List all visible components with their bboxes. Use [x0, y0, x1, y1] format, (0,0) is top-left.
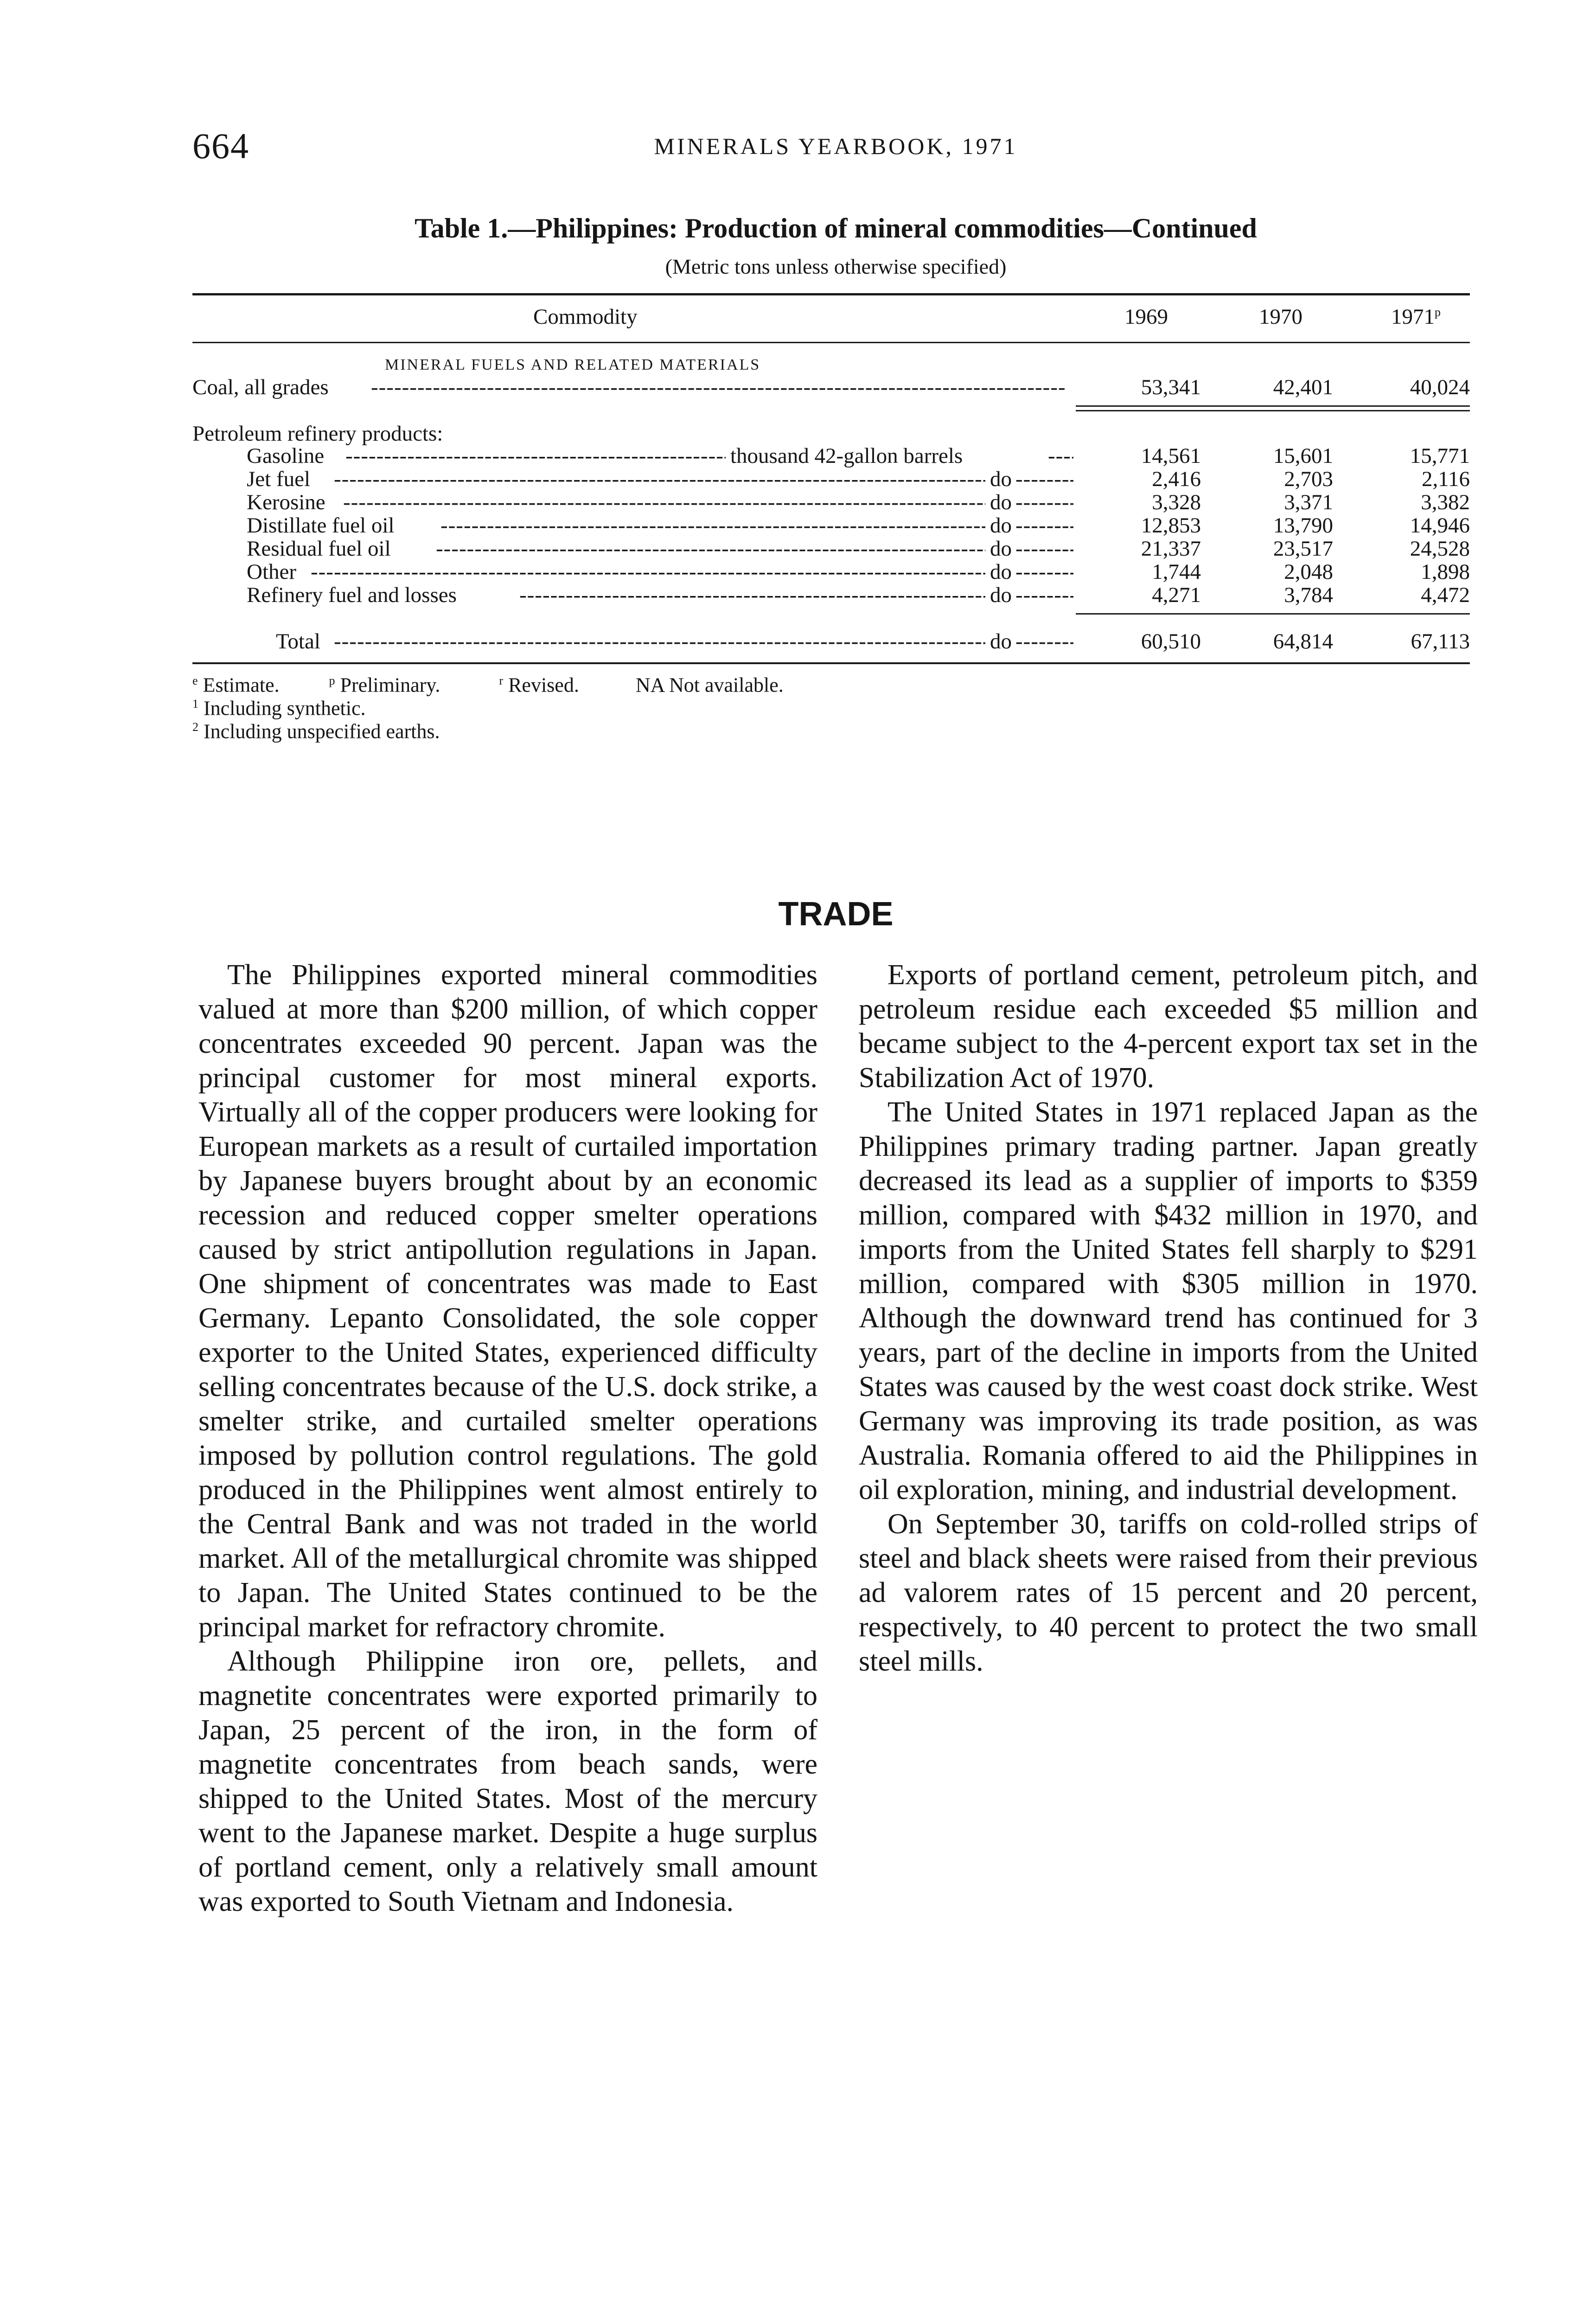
row-leader	[334, 468, 985, 490]
row-1970: 15,601	[1273, 444, 1333, 468]
running-head: MINERALS YEARBOOK, 1971	[654, 133, 1018, 159]
row-1969: 21,337	[1141, 537, 1201, 561]
body-column-right	[859, 958, 1478, 1678]
row-leader	[440, 515, 985, 537]
table-top-rule	[192, 293, 1470, 295]
coal-double-rule-top	[1076, 405, 1470, 407]
coal-1970: 42,401	[1273, 375, 1333, 399]
table-bottom-rule	[192, 662, 1470, 664]
row-1971: 15,771	[1410, 444, 1470, 468]
total-1970: 64,814	[1273, 629, 1333, 653]
row-unit-leader	[1015, 492, 1073, 513]
row-leader	[345, 445, 726, 467]
body-column-left	[198, 958, 817, 1919]
col-header-1970: 1970	[1259, 305, 1302, 329]
row-unit: do	[990, 490, 1012, 514]
coal-leader	[371, 377, 1066, 398]
paragraph-4: The United States in 1971 replaced Japan as the Philippines primary trading partner. Japan greatly decreased its lead as a supplier of imports to $359 million, compared with $432 million in 1970, and imports from the United States fell sharply to $291 million, compared with $305 million in 1970. Although the downward trend has continued for 3 years, part of the decline in imports from the United States was caused by the west coast dock strike. West Germany was improving its trade position, as was Australia. Romania offered to aid the Philippines in oil exploration, mining, and industrial development.	[859, 1096, 1478, 1505]
paragraph-5: On September 30, tariffs on cold-rolled strips of steel and black sheets were raised from their previous ad valorem rates of 15 percent and 20 percent, respectively, to 40 percent to protect the two small steel mills.	[859, 1508, 1478, 1677]
row-1971: 14,946	[1410, 513, 1470, 538]
coal-double-rule-bottom	[1076, 410, 1470, 411]
row-leader	[311, 561, 985, 583]
row-unit: do	[990, 537, 1012, 561]
row-label: Gasoline	[247, 444, 325, 468]
total-rule	[1076, 613, 1470, 615]
petroleum-heading: Petroleum refinery products:	[192, 422, 443, 446]
row-leader	[519, 584, 985, 606]
coal-1969: 53,341	[1141, 375, 1201, 399]
row-1970: 13,790	[1273, 513, 1333, 538]
section-label: MINERAL FUELS AND RELATED MATERIALS	[385, 356, 761, 373]
row-unit: do	[990, 467, 1012, 491]
row-1971: 24,528	[1410, 537, 1470, 561]
row-1969: 12,853	[1141, 513, 1201, 538]
row-1970: 23,517	[1273, 537, 1333, 561]
col-header-1971-year: 1971	[1391, 305, 1435, 329]
row-1970: 3,371	[1284, 490, 1333, 514]
coal-label: Coal, all grades	[192, 375, 329, 399]
section-heading: TRADE	[778, 896, 894, 933]
page-header	[192, 125, 1479, 172]
row-unit: do	[990, 583, 1012, 607]
page-number: 664	[192, 126, 249, 166]
table-subtitle: (Metric tons unless otherwise specified)	[665, 255, 1007, 278]
preliminary-note: Preliminary.	[340, 673, 440, 697]
footnote-legend	[192, 675, 784, 696]
row-label: Jet fuel	[247, 467, 311, 491]
estimate-note: Estimate.	[203, 673, 280, 697]
preliminary-mark: p	[1435, 305, 1441, 319]
paragraph-3: Exports of portland cement, petroleum pitch, and petroleum residue each exceeded $5 million and became subject to the 4-percent export tax set in the Stabilization Act of 1970.	[859, 959, 1478, 1094]
total-1971: 67,113	[1411, 629, 1470, 653]
row-1971: 3,382	[1421, 490, 1470, 514]
row-1969: 1,744	[1152, 560, 1201, 584]
row-label: Residual fuel oil	[247, 537, 391, 561]
total-1969: 60,510	[1141, 629, 1201, 653]
footnote-2-text: Including unspecified earths.	[204, 720, 440, 743]
footnote-1-mark: 1	[192, 697, 198, 711]
total-leader	[334, 631, 985, 653]
row-1971: 1,898	[1421, 560, 1470, 584]
revised-note: Revised.	[508, 673, 579, 697]
row-unit-leader	[1015, 538, 1073, 560]
row-unit-leader	[1048, 445, 1073, 467]
footnote-1	[192, 698, 366, 719]
footnote-2-mark: 2	[192, 720, 198, 734]
revised-mark: r	[499, 674, 504, 687]
table-title: Table 1.—Philippines: Production of mineral commodities—Continued	[415, 213, 1257, 243]
col-header-1971	[1391, 306, 1441, 328]
coal-1971: 40,024	[1410, 375, 1470, 399]
preliminary-note-mark: p	[329, 674, 335, 687]
total-label: Total	[276, 629, 320, 653]
row-1971: 2,116	[1421, 467, 1470, 491]
row-label: Refinery fuel and losses	[247, 583, 457, 607]
row-unit-leader	[1015, 468, 1073, 490]
total-unit-leader	[1015, 631, 1073, 653]
row-1969: 2,416	[1152, 467, 1201, 491]
row-unit-leader	[1015, 561, 1073, 583]
row-unit: do	[990, 560, 1012, 584]
row-leader	[436, 538, 985, 560]
table-header-rule	[192, 342, 1470, 343]
footnote-2	[192, 721, 440, 742]
row-1971: 4,472	[1421, 583, 1470, 607]
row-1969: 4,271	[1152, 583, 1201, 607]
paragraph-2: Although Philippine iron ore, pellets, and magnetite concentrates were exported primarily to Japan, 25 percent of the iron, in the form of magnetite concentrates from beach sands, were shipped to the United States. Most of the mercury went to the Japanese market. Despite a huge surplus of portland cement, only a relatively small amount was exported to South Vietnam and Indonesia.	[198, 1646, 817, 1917]
row-1970: 3,784	[1284, 583, 1333, 607]
estimate-mark: e	[192, 674, 198, 687]
paragraph-1: The Philippines exported mineral commodities valued at more than $200 million, of which copper concentrates exceeded 90 percent. Japan was the principal customer for most mineral exports. Virtually all of the copper producers were looking for European markets as a result of curtailed importation by Japanese buyers brought about by an economic recession and reduced copper smelter operations caused by strict antipollution regulations in Japan. One shipment of concentrates was made to East Germany. Lepanto Consolidated, the sole copper exporter to the United States, experienced difficulty selling concentrates because of the U.S. dock strike, a smelter strike, and curtailed smelter operations imposed by pollution control regulations. The gold produced in the Philippines went almost entirely to the Central Bank and was not traded in the world market. All of the metallurgical chromite was shipped to Japan. The United States continued to be the principal market for refractory chromite.	[198, 959, 817, 1643]
row-1969: 14,561	[1141, 444, 1201, 468]
total-unit: do	[990, 629, 1012, 653]
row-1969: 3,328	[1152, 490, 1201, 514]
row-unit: do	[990, 513, 1012, 538]
row-unit: thousand 42-gallon barrels	[730, 444, 963, 468]
row-unit-leader	[1015, 584, 1073, 606]
row-label: Kerosine	[247, 490, 326, 514]
footnote-1-text: Including synthetic.	[204, 697, 366, 720]
col-header-commodity: Commodity	[533, 305, 638, 329]
col-header-1969: 1969	[1124, 305, 1168, 329]
row-unit-leader	[1015, 515, 1073, 537]
row-label: Distillate fuel oil	[247, 513, 395, 538]
row-label: Other	[247, 560, 297, 584]
row-1970: 2,703	[1284, 467, 1333, 491]
row-1970: 2,048	[1284, 560, 1333, 584]
na-note: NA Not available.	[635, 673, 784, 697]
row-leader	[343, 492, 985, 513]
